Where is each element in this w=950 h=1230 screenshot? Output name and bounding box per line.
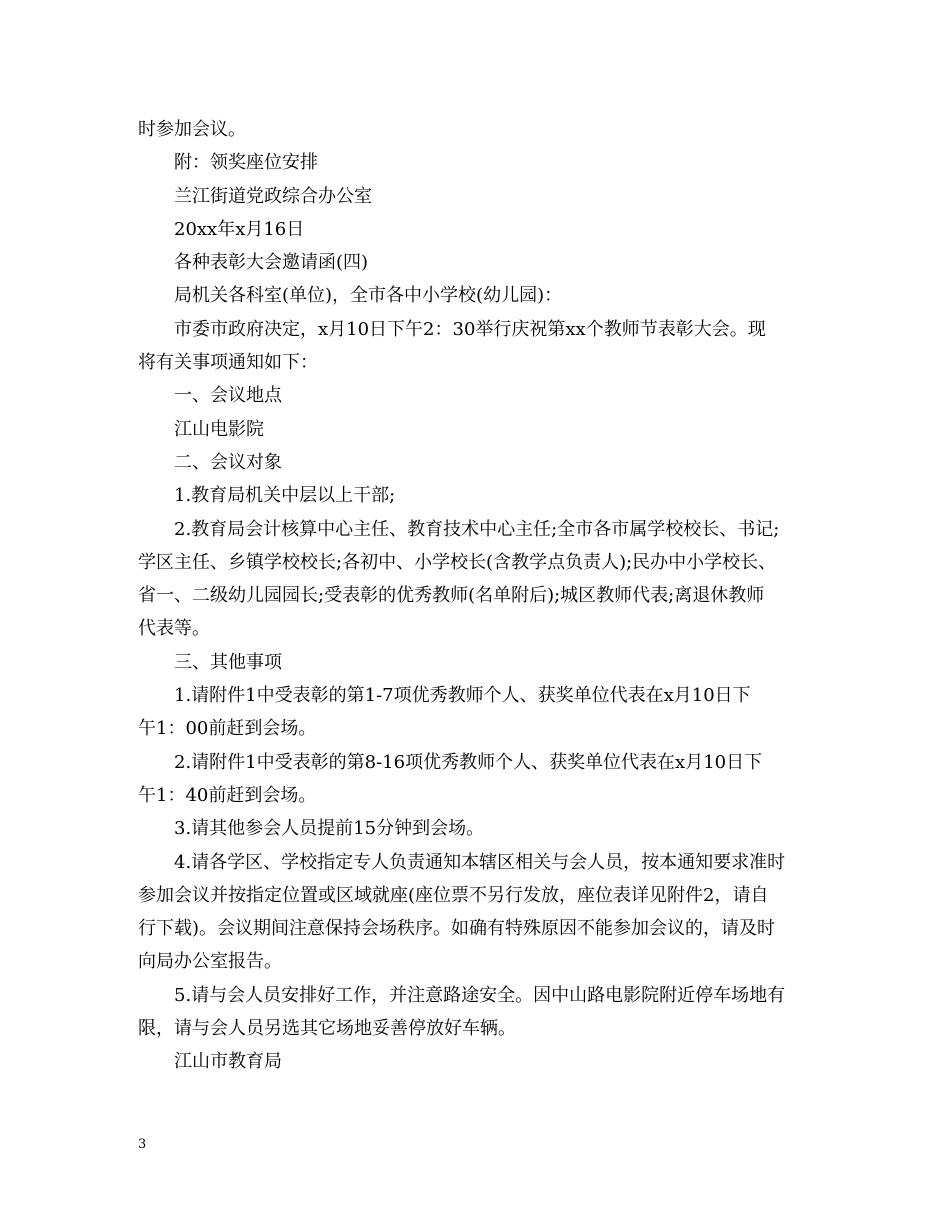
heading-venue: 一、会议地点 — [174, 385, 282, 407]
text-line: 行下载)。会议期间注意保持会场秩序。如确有特殊原因不能参加会议的，请及时 — [138, 918, 776, 940]
list-item: 2.教育局会计核算中心主任、教育技术中心主任;全市各市属学校校长、书记; — [174, 518, 780, 540]
heading-attendees: 二、会议对象 — [174, 451, 282, 473]
text-line: 将有关事项通知如下： — [138, 352, 318, 374]
section-title: 各种表彰大会邀请函(四) — [174, 252, 369, 274]
list-item: 1.教育局机关中层以上干部; — [174, 485, 396, 507]
list-item: 5.请与会人员安排好工作，并注意路途安全。因中山路电影院附近停车场地有 — [174, 984, 786, 1006]
list-item: 4.请各学区、学校指定专人负责通知本辖区相关与会人员，按本通知要求准时 — [174, 851, 786, 873]
attachment-note: 附：领奖座位安排 — [174, 152, 318, 174]
document-body — [138, 113, 814, 1079]
heading-other-matters: 三、其他事项 — [174, 651, 282, 673]
text-line: 代表等。 — [138, 618, 210, 640]
page-number: 3 — [138, 1137, 147, 1152]
text-line: 限，请与会人员另选其它场地妥善停放好车辆。 — [138, 1018, 516, 1040]
text-line: 市委市政府决定，x月10日下午2：30举行庆祝第xx个教师节表彰大会。现 — [174, 318, 766, 340]
text-line: 参加会议并按指定位置或区域就座(座位票不另行发放，座位表详见附件2，请自 — [138, 884, 769, 906]
text-line: 午1：40前赶到会场。 — [138, 784, 317, 806]
text-line: 向局办公室报告。 — [138, 951, 282, 973]
text-line: 午1：00前赶到会场。 — [138, 718, 317, 740]
text-line: 时参加会议。 — [138, 119, 246, 140]
list-item: 1.请附件1中受表彰的第1-7项优秀教师个人、获奖单位代表在x月10日下 — [174, 685, 751, 707]
issuer-name: 兰江街道党政综合办公室 — [174, 185, 372, 207]
venue-name: 江山电影院 — [174, 418, 264, 440]
text-line: 学区主任、乡镇学校校长;各初中、小学校长(含教学点负责人);民办中小学校长、 — [138, 551, 777, 573]
signature-issuer: 江山市教育局 — [174, 1051, 282, 1073]
recipients: 局机关各科室(单位)，全市各中小学校(幼儿园)： — [174, 285, 563, 307]
issue-date: 20xx年x月16日 — [174, 218, 305, 240]
list-item: 2.请附件1中受表彰的第8-16项优秀教师个人、获奖单位代表在x月10日下 — [174, 751, 763, 773]
list-item: 3.请其他参会人员提前15分钟到会场。 — [174, 818, 485, 840]
text-line: 省一、二级幼儿园园长;受表彰的优秀教师(名单附后);城区教师代表;离退休教师 — [138, 585, 765, 607]
